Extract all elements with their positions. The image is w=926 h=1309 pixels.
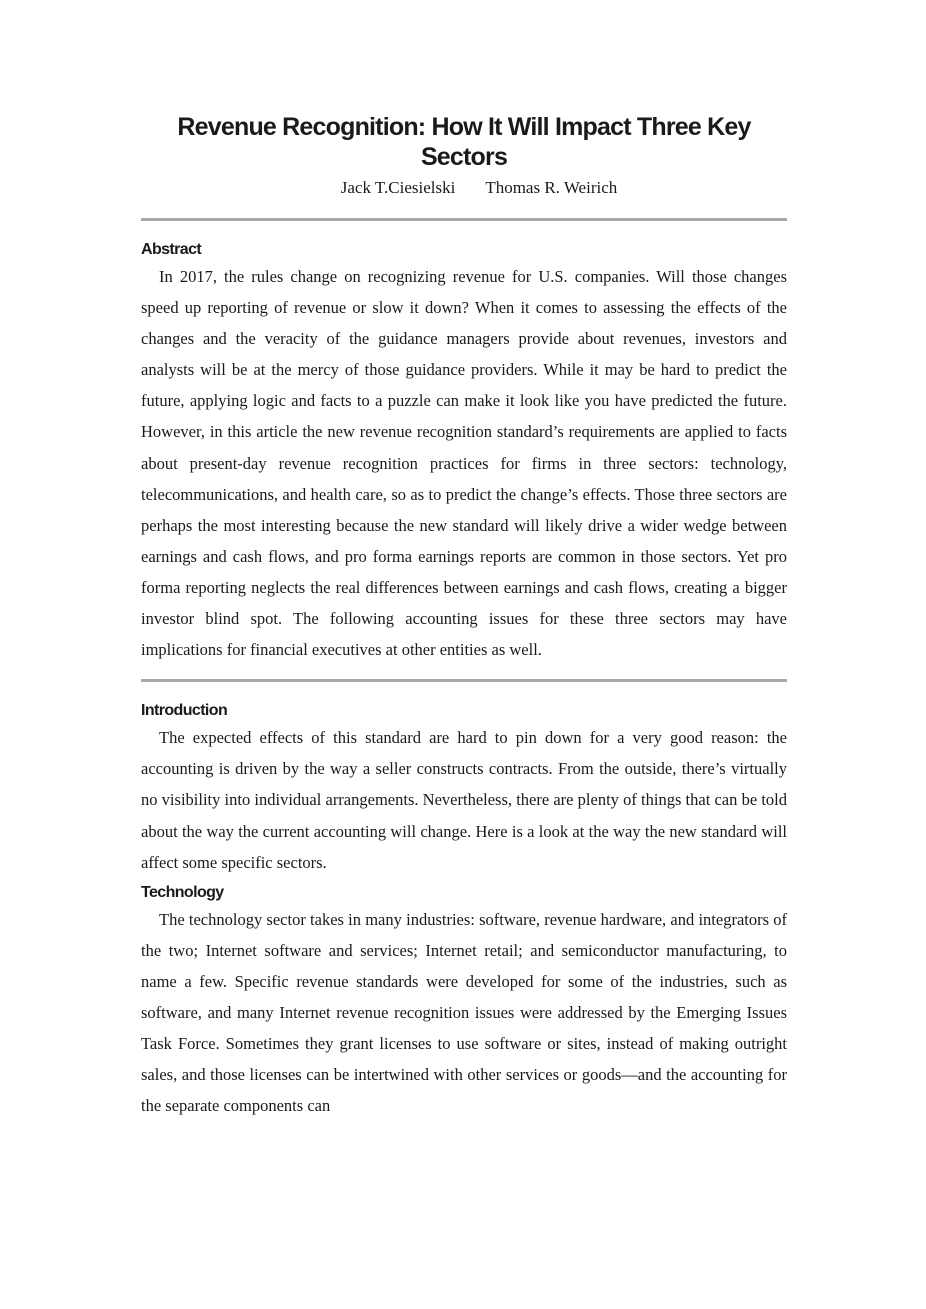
introduction-paragraph: The expected effects of this standard are hard to pin down for a very good reason: the accounting is driven by the way a seller constructs contracts. From the outside, there’s virtually no visibility into individual arrangements. Nevertheless, there are plenty of things that can be told about the way the current accounting will change. Here is a look at the way the new standard will affect some specific sectors.	[141, 728, 787, 872]
paper-page	[141, 112, 787, 1121]
author-name: Thomas R. Weirich	[485, 178, 618, 197]
abstract-heading: Abstract	[141, 241, 202, 258]
paper-title: Revenue Recognition: How It Will Impact Three Key Sectors	[177, 113, 751, 171]
abstract-paragraph: In 2017, the rules change on recognizing revenue for U.S. companies. Will those changes speed up reporting of revenue or slow it down? When it comes to assessing the effects of the changes and the veracity of the guidance managers provide about revenues, investors and analysts will be at the mercy of those guidance providers. While it may be hard to predict the future, applying logic and facts to a puzzle can make it look like you have predicted the future. However, in this article the new revenue recognition standard’s requirements are applied to facts about present-day revenue recognition practices for firms in three sectors: technology, telecommunications, and health care, so as to predict the change’s effects. Those three sectors are perhaps the most interesting because the new standard will likely drive a wider wedge between earnings and cash flows, and pro forma earnings reports are common in those sectors. Yet pro forma reporting neglects the real differences between earnings and cash flows, creating a bigger investor blind spot. The following accounting issues for these three sectors may have implications for financial executives at other entities as well.	[141, 267, 787, 660]
section-divider	[141, 679, 787, 682]
introduction-heading: Introduction	[141, 702, 228, 720]
author-name: Jack T.Ciesielski	[340, 178, 456, 197]
technology-paragraph: The technology sector takes in many industries: software, revenue hardware, and integrators of the two; Internet software and services; Internet retail; and semiconductor manufacturing, to name a few. Specific revenue standards were developed for some of the industries, such as software, and many Internet revenue recognition issues were addressed by the Emerging Issues Task Force. Sometimes they grant licenses to use software or sites, instead of making outright sales, and those licenses can be intertwined with other services or goods—and the accounting for the separate components can	[141, 909, 787, 1116]
author-list	[171, 176, 787, 200]
technology-heading: Technology	[141, 883, 224, 901]
section-divider	[141, 218, 787, 221]
